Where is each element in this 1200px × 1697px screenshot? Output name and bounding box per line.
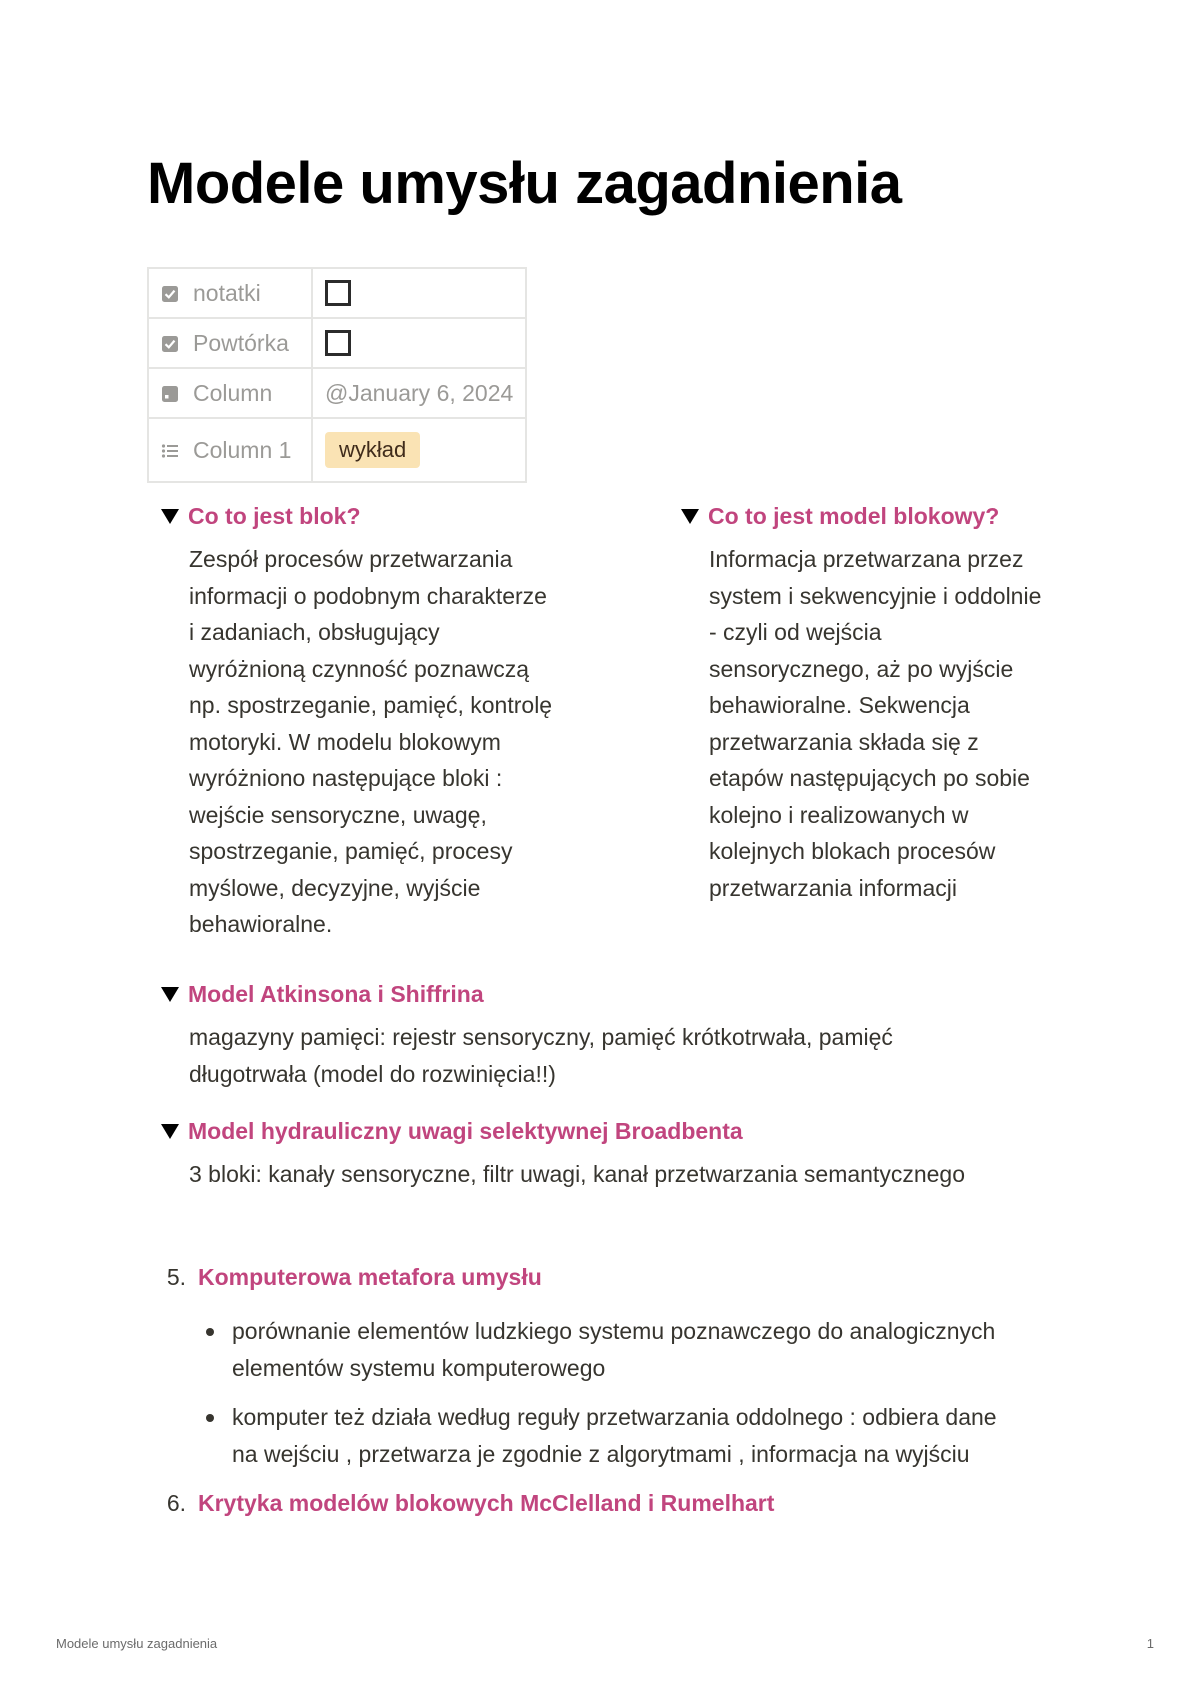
- list-item: [198, 1399, 1078, 1472]
- property-label: Powtórka: [193, 329, 289, 356]
- toggle-body: [189, 541, 607, 943]
- body-line: sensorycznego, aż po wyjście: [709, 655, 1014, 682]
- toggle-header[interactable]: [147, 977, 1097, 1011]
- toggle-header[interactable]: [667, 499, 1107, 533]
- body-line: motoryki. W modelu blokowym: [189, 728, 501, 755]
- body-line: informacji o podobnym charakterze: [189, 582, 547, 609]
- body-line: magazyny pamięci: rejestr sensoryczny, pamięć krótkotrwała, pamięć: [189, 1024, 893, 1050]
- page-number: 1: [1146, 1636, 1154, 1651]
- checkbox-property-icon: [161, 335, 179, 353]
- page-title: Modele umysłu zagadnienia: [147, 151, 902, 216]
- toggle-co-to-jest-model-blokowy: [667, 499, 1107, 906]
- footer-title: Modele umysłu zagadnienia: [56, 1636, 218, 1651]
- body-line: wyróżnioną czynność poznawczą: [189, 655, 530, 682]
- bullet-list: [198, 1313, 1078, 1485]
- body-line: przetwarzania informacji: [709, 874, 957, 901]
- toggle-co-to-jest-blok: [147, 499, 607, 943]
- numbered-item-5: [156, 1259, 542, 1295]
- properties-table: [147, 267, 527, 483]
- property-value[interactable]: [312, 368, 526, 418]
- numbered-heading: Komputerowa metafora umysłu: [198, 1263, 542, 1290]
- body-line: Zespół procesów przetwarzania: [189, 546, 513, 572]
- toggle-body: [189, 1156, 1097, 1193]
- tag-wyklad[interactable]: wykład: [325, 432, 420, 468]
- property-key: [148, 268, 312, 318]
- bullet-icon: [206, 1414, 214, 1422]
- body-line: Informacja przetwarzana przez: [709, 546, 1024, 572]
- body-line: system i sekwencyjnie i oddolnie: [709, 582, 1042, 609]
- body-line: etapów następujących po sobie: [709, 765, 1030, 791]
- bullet-line: komputer też działa według reguły przetwarzania oddolnego : odbiera dane: [232, 1404, 997, 1430]
- property-row-column-1: [148, 418, 526, 482]
- body-line: 3 bloki: kanały sensoryczne, filtr uwagi, kanał przetwarzania semantycznego: [189, 1161, 965, 1187]
- toggle-title: Co to jest model blokowy?: [708, 502, 1000, 529]
- body-line: np. spostrzeganie, pamięć, kontrolę: [189, 692, 553, 718]
- list-number: 5.: [166, 1263, 186, 1290]
- property-label: notatki: [193, 279, 261, 306]
- body-line: i zadaniach, obsługujący: [189, 619, 440, 645]
- multiselect-property-icon: [161, 442, 179, 460]
- property-value[interactable]: [312, 318, 526, 368]
- bullet-line: na wejściu , przetwarza je zgodnie z algorytmami , informacja na wyjściu: [232, 1440, 970, 1467]
- property-row-powtorka: [148, 318, 526, 368]
- toggle-title: Model hydrauliczny uwagi selektywnej Broadbenta: [188, 1117, 743, 1144]
- toggle-model-broadbenta: [147, 1114, 1097, 1193]
- toggle-header[interactable]: [147, 499, 607, 533]
- property-value[interactable]: [312, 418, 526, 482]
- property-row-column: [148, 368, 526, 418]
- toggle-body: [709, 541, 1107, 906]
- property-row-notatki: [148, 268, 526, 318]
- numbered-heading: Krytyka modelów blokowych McClelland i Rumelhart: [198, 1489, 775, 1516]
- bullet-icon: [206, 1328, 214, 1336]
- numbered-item-6: [156, 1485, 774, 1521]
- powtorka-checkbox[interactable]: [325, 330, 351, 356]
- body-line: spostrzeganie, pamięć, procesy: [189, 838, 513, 864]
- toggle-triangle-icon[interactable]: [161, 509, 179, 524]
- checkbox-property-icon: [161, 285, 179, 303]
- date-property-icon: [161, 385, 179, 403]
- property-label: Column 1: [193, 436, 292, 463]
- toggle-title: Co to jest blok?: [188, 502, 361, 529]
- bullet-line: porównanie elementów ludzkiego systemu poznawczego do analogicznych: [232, 1318, 996, 1344]
- toggle-header[interactable]: [147, 1114, 1097, 1148]
- toggle-triangle-icon[interactable]: [161, 987, 179, 1002]
- toggle-triangle-icon[interactable]: [681, 509, 699, 524]
- notatki-checkbox[interactable]: [325, 280, 351, 306]
- toggle-model-atkinsona: [147, 977, 1097, 1092]
- list-number: 6.: [166, 1489, 186, 1516]
- body-line: kolejno i realizowanych w: [709, 801, 969, 828]
- property-key: [148, 368, 312, 418]
- list-item: [198, 1313, 1078, 1386]
- property-label: Column: [193, 379, 273, 406]
- toggle-triangle-icon[interactable]: [161, 1124, 179, 1139]
- property-value[interactable]: [312, 268, 526, 318]
- body-line: przetwarzania składa się z: [709, 728, 979, 755]
- property-key: [148, 318, 312, 368]
- toggle-body: [189, 1019, 1097, 1092]
- body-line: behawioralne. Sekwencja: [709, 692, 970, 718]
- toggle-title: Model Atkinsona i Shiffrina: [188, 980, 484, 1007]
- bullet-line: elementów systemu komputerowego: [232, 1354, 606, 1381]
- property-key: [148, 418, 312, 482]
- body-line: długotrwała (model do rozwinięcia!!): [189, 1060, 556, 1087]
- body-line: - czyli od wejścia: [709, 619, 882, 645]
- body-line: wyróżniono następujące bloki :: [189, 765, 503, 791]
- body-line: kolejnych blokach procesów: [709, 838, 996, 864]
- body-line: behawioralne.: [189, 911, 333, 937]
- date-value[interactable]: @January 6, 2024: [325, 379, 514, 406]
- body-line: myślowe, decyzyjne, wyjście: [189, 874, 481, 901]
- body-line: wejście sensoryczne, uwagę,: [189, 801, 487, 828]
